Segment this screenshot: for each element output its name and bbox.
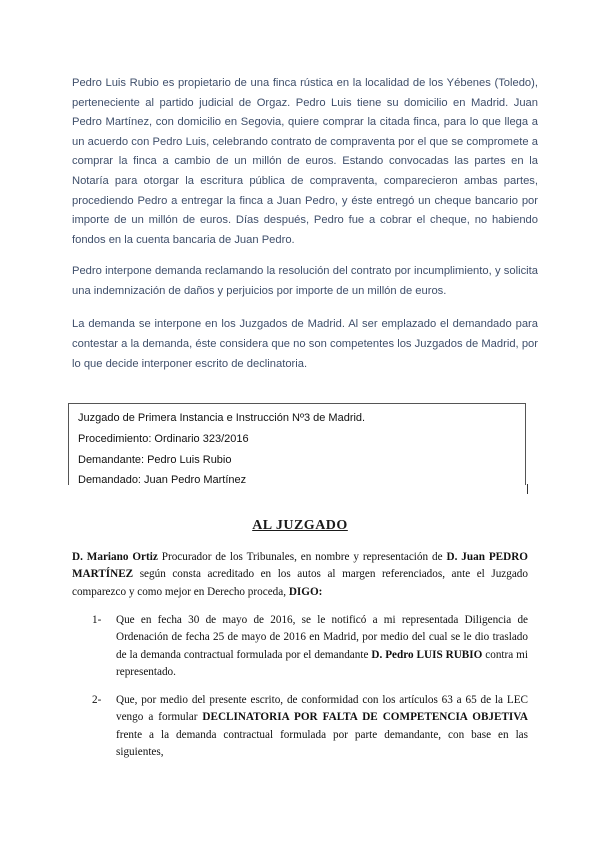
court-line: Juzgado de Primera Instancia e Instrucción Nº3 de Madrid. <box>78 412 366 424</box>
document-title: AL JUZGADO <box>252 518 348 533</box>
procurator-name: D. Mariano Ortiz <box>72 551 158 563</box>
item-number: 1- <box>92 614 102 626</box>
procedure-line: Procedimiento: Ordinario 323/2016 <box>78 432 249 445</box>
item-number: 2- <box>92 694 102 706</box>
case-paragraph-jurisdiction: La demanda se interpone en los Juzgados de Madrid. Al ser emplazado el demandado para contestar a la demanda, éste considera que no son competentes los Juzgados de Madrid, por lo que decide interponer escrito de declinatoria. <box>72 317 538 370</box>
item-text-b: frente a la demanda contractual formulada por parte demandante, con base en las siguientes, <box>116 728 528 759</box>
box-corner-mark <box>527 484 528 494</box>
opening-text-b: según consta acreditado en los autos al margen referenciados, ante el Juzgado comparezco y como mejor en Derecho proceda, <box>72 568 528 598</box>
item-text-b: contra mi representado. <box>116 648 528 679</box>
numbered-item-1 <box>92 612 528 682</box>
digo-label: DIGO: <box>288 585 323 598</box>
item-text-a: Que en fecha 30 de mayo de 2016, se le notificó a mi representada Diligencia de Ordenación de fecha 25 de mayo de 2016 en Madrid, por medio del cual se le dio traslado de la demanda contractual formulada por el demandante <box>116 614 528 661</box>
opening-text-a: Procurador de los Tribunales, en nombre y representación de <box>157 551 447 563</box>
numbered-item-2 <box>92 692 528 762</box>
client-name: D. Juan PEDRO MARTÍNEZ <box>72 551 529 581</box>
item-bold: D. Pedro LUIS RUBIO <box>371 648 483 661</box>
case-paragraph-claim: Pedro interpone demanda reclamando la resolución del contrato por incumplimiento, y solicita una indemnización de daños y perjuicios por importe de un millón de euros. <box>72 265 538 297</box>
item-text-a: Que, por medio del presente escrito, de conformidad con los artículos 63 a 65 de la LEC vengo a formular <box>116 694 528 724</box>
opening-paragraph <box>72 549 528 601</box>
defendant-line: Demandado: Juan Pedro Martínez <box>78 474 247 487</box>
case-paragraph-facts: Pedro Luis Rubio es propietario de una finca rústica en la localidad de los Yébenes (Toledo), perteneciente al partido judicial de Orgaz. Pedro Luis tiene su domicilio en Madrid. Juan Pedro Martínez, con domicilio en Segovia, quiere comprar la citada finca, para lo que llega a un acuerdo con Pedro Luis, celebrando contrato de compraventa por el que se compromete a comprar la finca a cambio de un millón de euros. Estando convocadas las partes en la Notaría para otorgar la escritura pública de compraventa, comparecieron ambas partes, procediendo Pedro a entregar la finca a Juan Pedro, y éste entregó un cheque bancario por importe de un millón de euros. Días después, Pedro fue a cobrar el cheque, no habiendo fondos en la cuenta bancaria de Juan Pedro. <box>72 77 538 246</box>
item-bold: DECLINATORIA POR FALTA DE COMPETENCIA OBJETIVA <box>202 711 528 724</box>
case-header-box <box>68 403 526 485</box>
case-statement <box>72 74 538 386</box>
plaintiff-line: Demandante: Pedro Luis Rubio <box>78 453 232 466</box>
